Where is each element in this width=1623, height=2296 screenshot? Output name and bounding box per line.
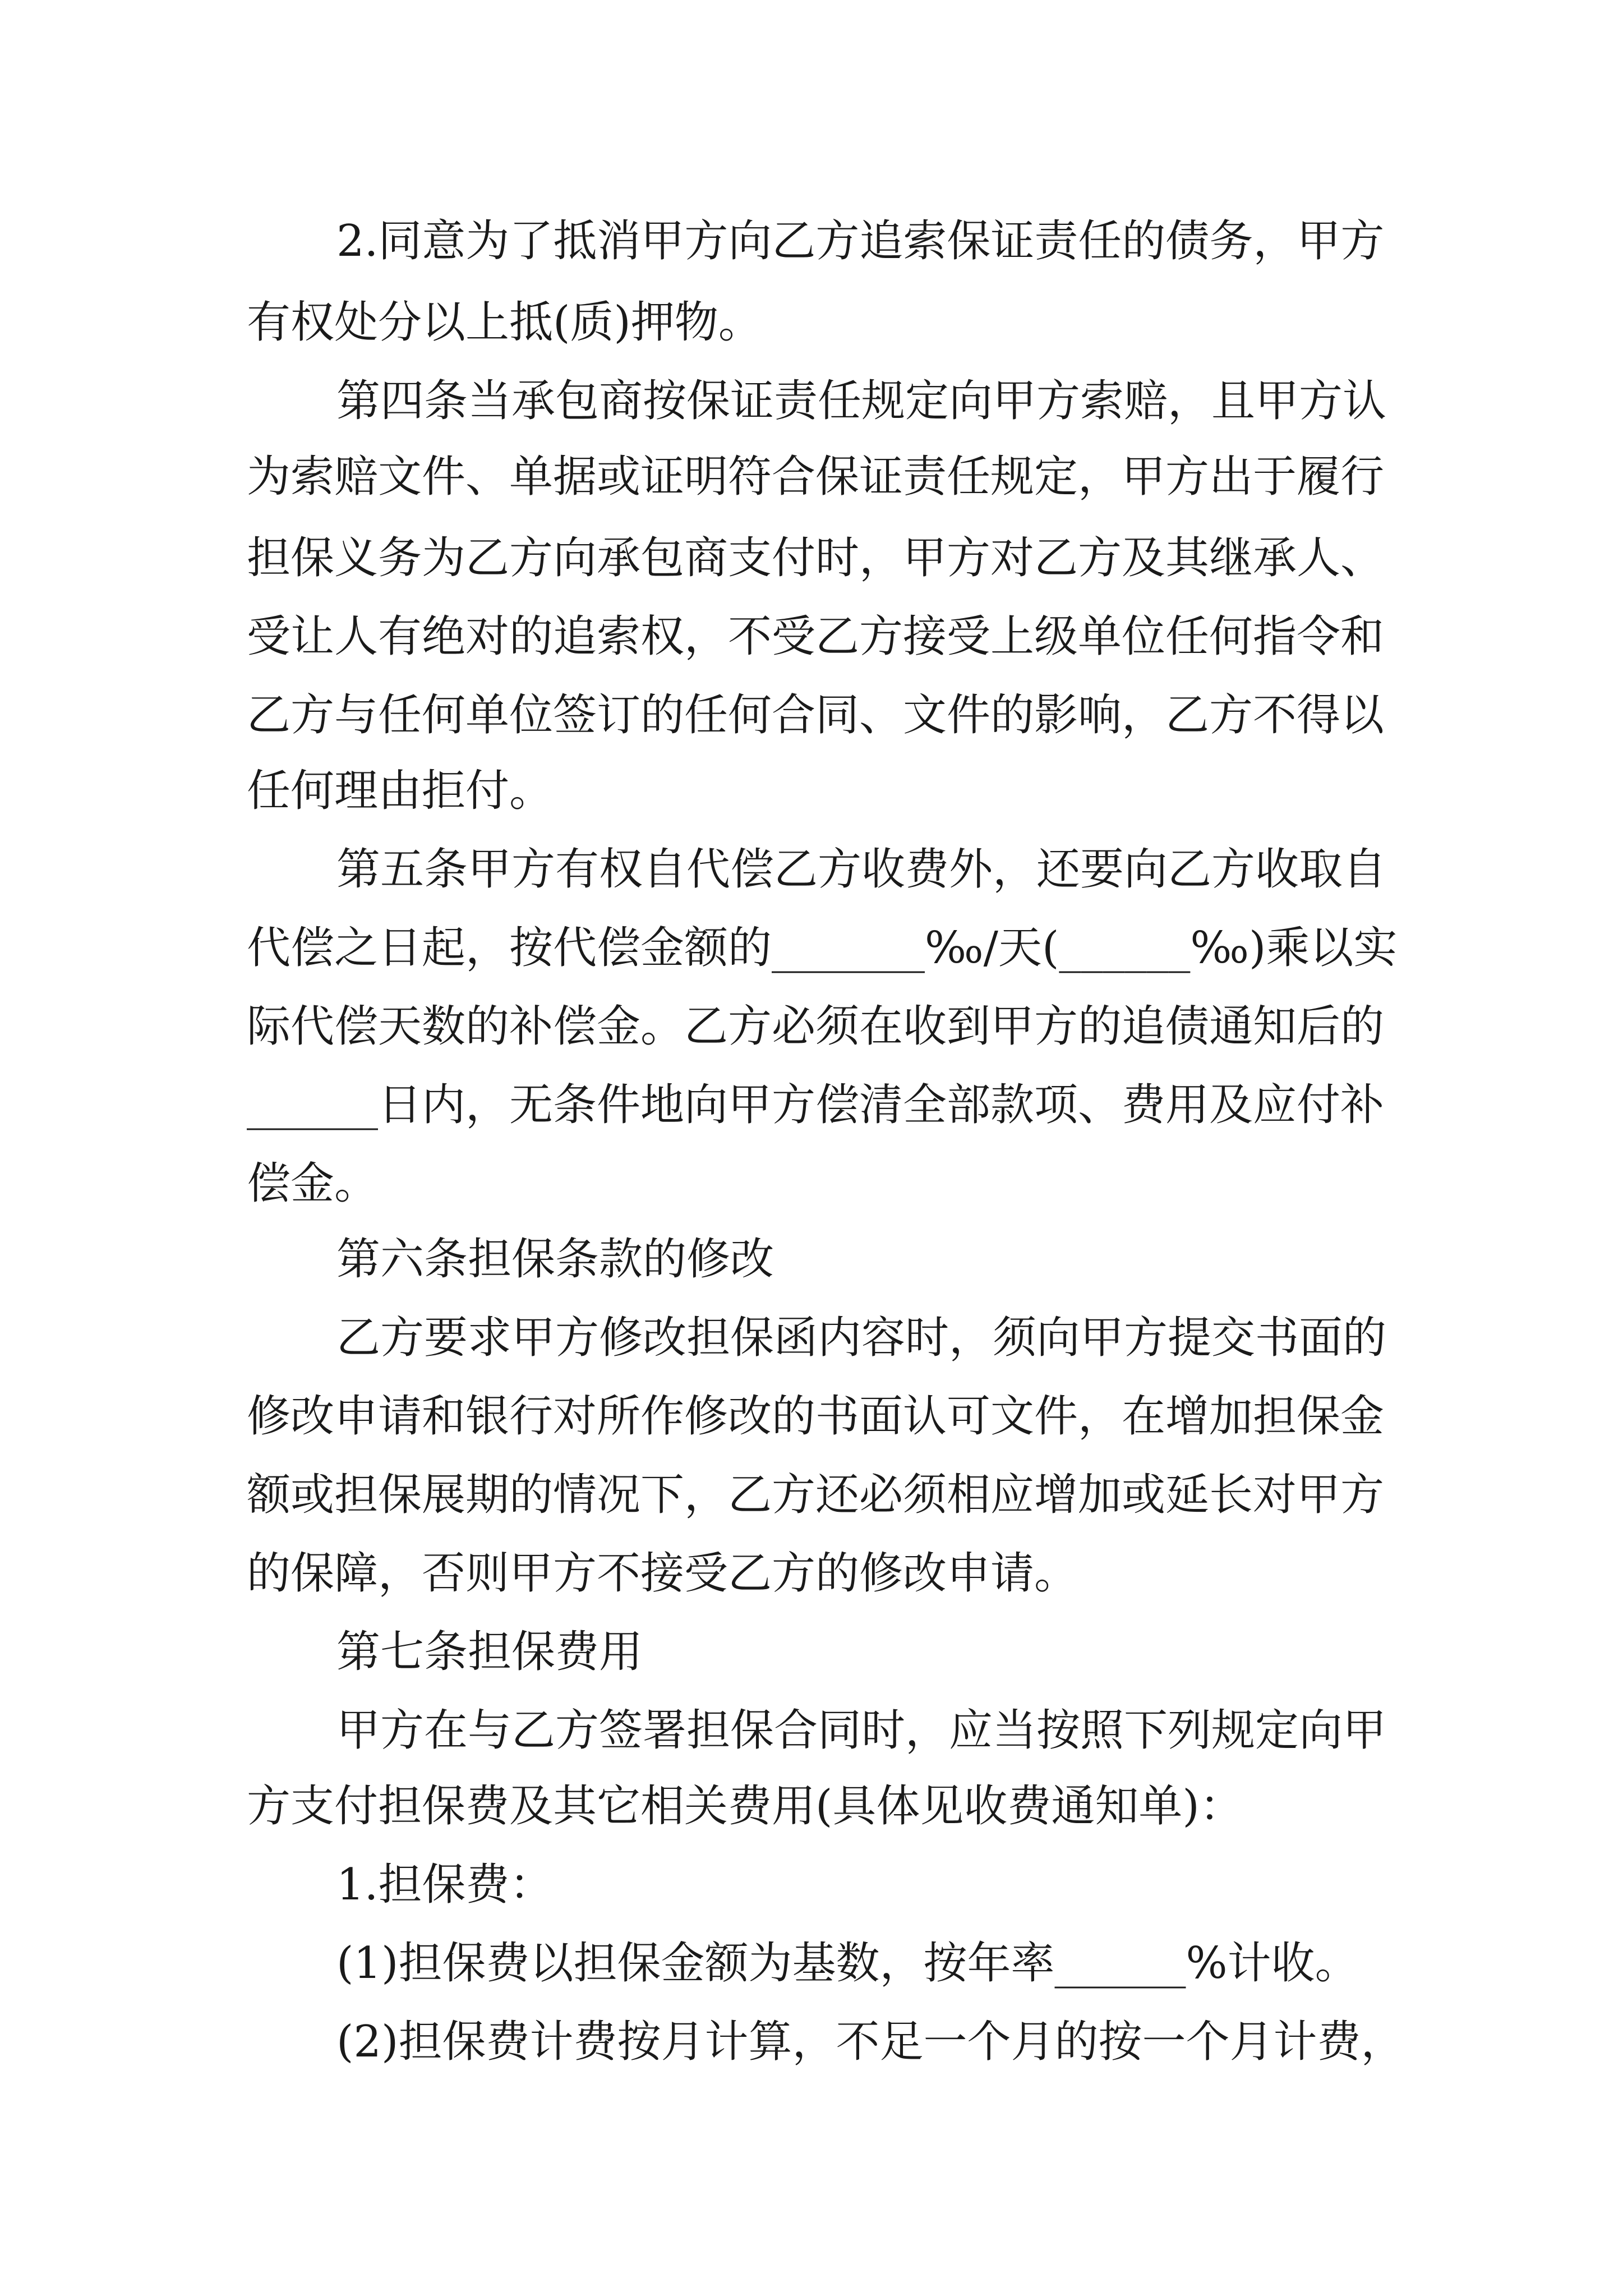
text-line-7: 乙方与任何单位签订的任何合同、文件的影响，乙方不得以 bbox=[247, 690, 1385, 740]
text-line-21: 方支付担保费及其它相关费用(具体见收费通知单)： bbox=[247, 1781, 1243, 1832]
text-line-22: 1.担保费： bbox=[336, 1860, 554, 1910]
text-line-15: 乙方要求甲方修改担保函内容时，须向甲方提交书面的 bbox=[336, 1313, 1387, 1363]
text-line-3: 第四条当承包商按保证责任规定向甲方索赔，且甲方认 bbox=[336, 376, 1387, 426]
text-line-20: 甲方在与乙方签署担保合同时，应当按照下列规定向甲 bbox=[336, 1705, 1387, 1756]
text-line-17: 额或担保展期的情况下，乙方还必须相应增加或延长对甲方 bbox=[247, 1470, 1385, 1520]
section-heading-7: 第七条担保费用 bbox=[336, 1627, 643, 1677]
text-line-16: 修改申请和银行对所作修改的书面认可文件，在增加担保金 bbox=[247, 1391, 1385, 1442]
section-heading-6: 第六条担保条款的修改 bbox=[336, 1234, 774, 1285]
text-line-9: 第五条甲方有权自代偿乙方收费外，还要向乙方收取自 bbox=[336, 844, 1387, 895]
text-line-2: 有权处分以上抵(质)押物。 bbox=[247, 297, 762, 348]
text-line-8: 任何理由拒付。 bbox=[247, 766, 554, 816]
text-line-10: 代偿之日起，按代偿金额的_______‰/天(______‰)乘以实 bbox=[247, 923, 1398, 973]
text-line-12: ______日内，无条件地向甲方偿清全部款项、费用及应付补 bbox=[247, 1080, 1385, 1130]
text-line-18: 的保障，否则甲方不接受乙方的修改申请。 bbox=[247, 1548, 1078, 1599]
text-line-13: 偿金。 bbox=[247, 1158, 379, 1209]
text-line-6: 受让人有绝对的追索权，不受乙方接受上级单位任何指令和 bbox=[247, 611, 1385, 662]
text-line-11: 际代偿天数的补偿金。乙方必须在收到甲方的追债通知后的 bbox=[247, 1001, 1385, 1052]
text-line-1: 2.同意为了抵消甲方向乙方追索保证责任的债务，甲方 bbox=[336, 216, 1385, 266]
text-line-23: (1)担保费以担保金额为基数，按年率______%计收。 bbox=[336, 1938, 1359, 1989]
text-line-4: 为索赔文件、单据或证明符合保证责任规定，甲方出于履行 bbox=[247, 452, 1385, 502]
text-line-24: (2)担保费计费按月计算，不足一个月的按一个月计费， bbox=[336, 2017, 1405, 2067]
text-line-5: 担保义务为乙方向承包商支付时，甲方对乙方及其继承人、 bbox=[247, 533, 1385, 583]
